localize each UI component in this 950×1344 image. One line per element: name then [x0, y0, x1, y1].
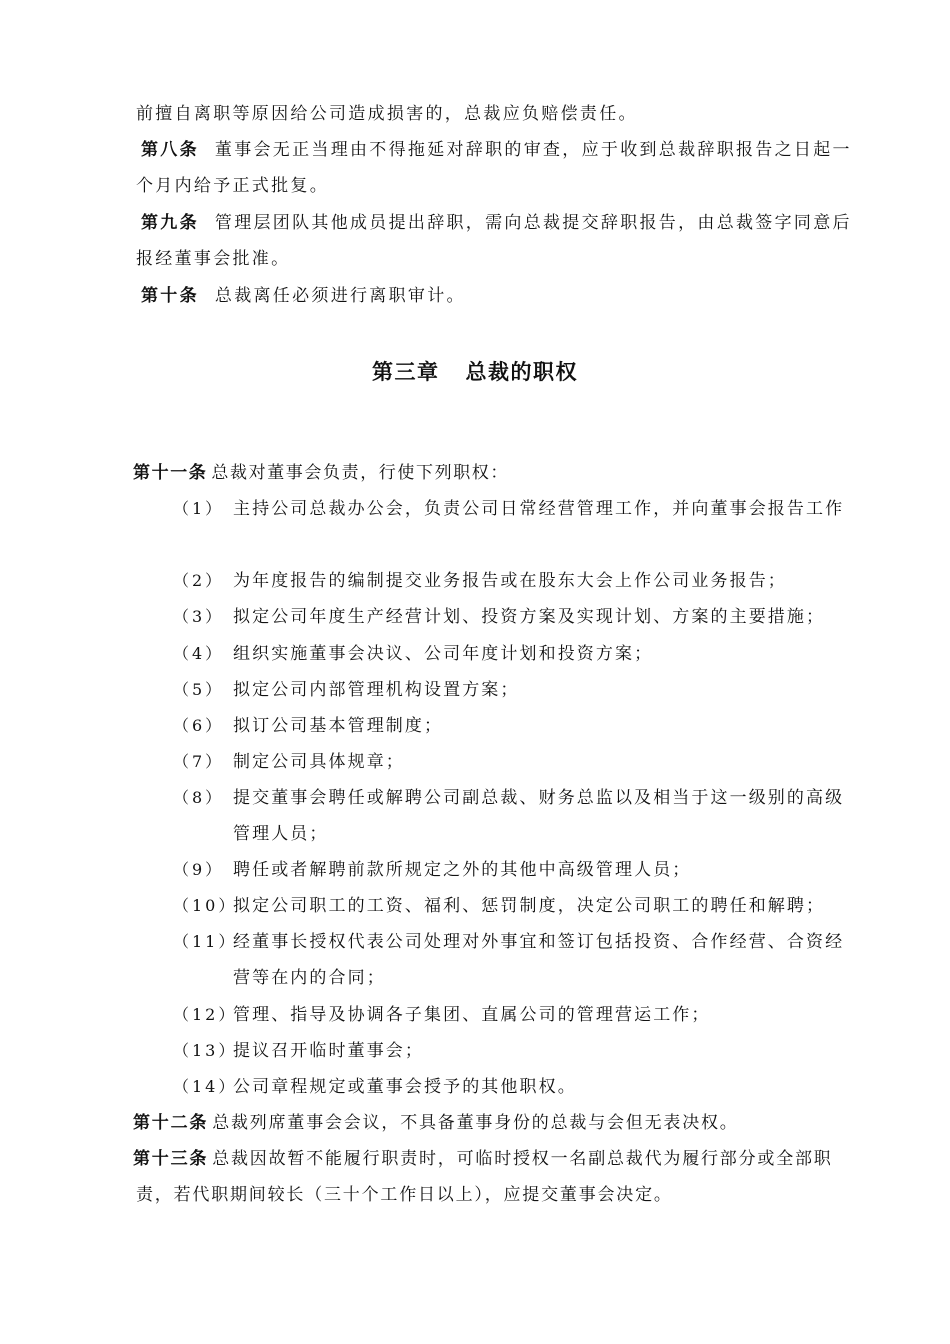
article-8-continuation [136, 175, 329, 197]
list-item-text: 管理、指导及协调各子集团、直属公司的管理营运工作； [233, 1005, 711, 1025]
paragraph-text: 前擅自离职等原因给公司造成损害的，总裁应负赔偿责任。 [136, 104, 638, 124]
list-item-text: 主持公司总裁办公会，负责公司日常经营管理工作，并向董事会报告工作 [233, 499, 845, 519]
article-12-text: 总裁列席董事会会议，不具备董事身份的总裁与会但无表决权。 [212, 1113, 739, 1133]
list-item-number: （13） [173, 1041, 238, 1060]
paragraph-line [136, 103, 638, 125]
article-8-text: 董事会无正当理由不得拖延对辞职的审查，应于收到总裁辞职报告之日起一 [214, 140, 852, 160]
list-item-text: 组织实施董事会决议、公司年度计划和投资方案； [233, 644, 654, 664]
article-10-line [141, 285, 466, 307]
list-item-text: 提议召开临时董事会； [233, 1041, 424, 1061]
article-13-line [133, 1148, 833, 1170]
list-item-number: （5） [173, 680, 225, 699]
list-item-number: （9） [173, 860, 225, 879]
article-12-label: 第十二条 [133, 1113, 209, 1133]
article-10-label: 第十条 [141, 286, 199, 306]
article-13-continuation [136, 1184, 673, 1206]
list-item-text: 拟定公司职工的工资、福利、惩罚制度，决定公司职工的聘任和解聘； [233, 896, 826, 916]
list-item-text: 拟定公司年度生产经营计划、投资方案及实现计划、方案的主要措施； [233, 607, 826, 627]
article-13-text: 总裁因故暂不能履行职责时，可临时授权一名副总裁代为履行部分或全部职 [212, 1149, 833, 1169]
chapter-number: 第三章 [372, 359, 440, 384]
list-item-number: （7） [173, 752, 225, 771]
list-item-text: 制定公司具体规章； [233, 752, 405, 772]
list-item-number: （10） [173, 896, 238, 915]
article-8-label: 第八条 [141, 140, 199, 160]
article-13-label: 第十三条 [133, 1149, 209, 1169]
list-item-text: 提交董事会聘任或解聘公司副总裁、财务总监以及相当于这一级别的高级 [233, 788, 845, 808]
list-item-text: 聘任或者解聘前款所规定之外的其他中高级管理人员； [233, 860, 692, 880]
article-12-line [133, 1112, 739, 1134]
list-item-number: （1） [173, 499, 225, 518]
list-item-number: （4） [173, 644, 225, 663]
list-item-number: （12） [173, 1005, 238, 1024]
article-9-line [141, 212, 852, 234]
article-9-label: 第九条 [141, 213, 199, 233]
paragraph-text: 个月内给予正式批复。 [136, 176, 329, 196]
article-9-continuation [136, 248, 290, 270]
article-10-text: 总裁离任必须进行离职审计。 [214, 286, 466, 306]
list-item-text: 拟订公司基本管理制度； [233, 716, 444, 736]
list-item-continuation: 营等在内的合同； [233, 968, 386, 988]
chapter-heading [0, 358, 950, 386]
paragraph-text: 责，若代职期间较长（三十个工作日以上），应提交董事会决定。 [136, 1185, 673, 1205]
list-item-number: （3） [173, 607, 225, 626]
chapter-title: 总裁的职权 [465, 359, 578, 384]
list-item-text: 公司章程规定或董事会授予的其他职权。 [233, 1077, 577, 1097]
article-11-text: 总裁对董事会负责，行使下列职权： [211, 463, 510, 483]
list-item-text: 拟定公司内部管理机构设置方案； [233, 680, 520, 700]
list-item-text: 为年度报告的编制提交业务报告或在股东大会上作公司业务报告； [233, 571, 787, 591]
article-11-line [133, 462, 509, 484]
article-8-line [141, 139, 852, 161]
list-item-continuation: 管理人员； [233, 824, 329, 844]
paragraph-text: 报经董事会批准。 [136, 249, 291, 269]
list-item-text: 经董事长授权代表公司处理对外事宜和签订包括投资、合作经营、合资经 [233, 932, 845, 952]
article-9-text: 管理层团队其他成员提出辞职，需向总裁提交辞职报告，由总裁签字同意后 [214, 213, 852, 233]
list-item-number: （11） [173, 932, 238, 951]
list-item-number: （8） [173, 788, 225, 807]
list-item-number: （6） [173, 716, 225, 735]
article-11-label: 第十一条 [133, 463, 208, 483]
list-item-number: （14） [173, 1077, 238, 1096]
list-item-number: （2） [173, 571, 225, 590]
